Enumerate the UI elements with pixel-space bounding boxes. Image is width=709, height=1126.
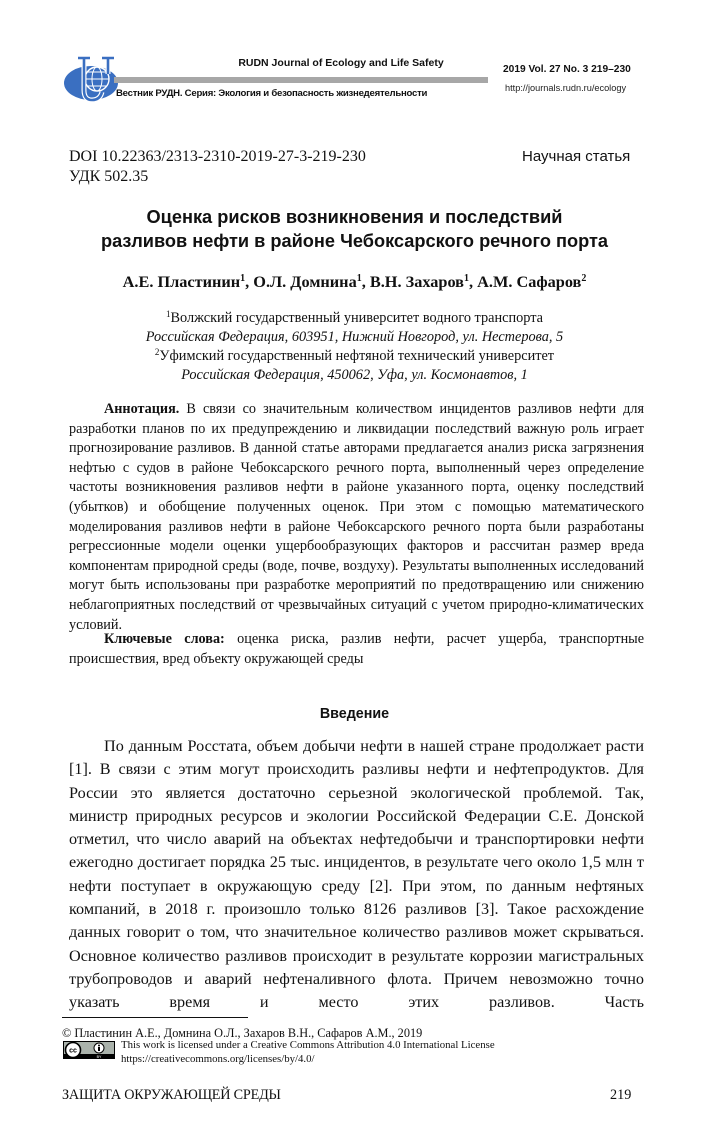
article-type: Научная статья bbox=[522, 148, 631, 165]
affiliation-number: 2 bbox=[154, 347, 160, 357]
keywords-label: Ключевые слова: bbox=[104, 631, 225, 647]
introduction-paragraph: По данным Росстата, объем добычи нефти в нашей стране продолжает расти [1]. В связи с этим могут происходить разливы нефти и нефтепродуктов. Для России это является достаточно серьезной экологической проблемой. Так, министр природных ресурсов и экологии Российской Федерации С.Е. Донской отметил, что число аварий на объектах нефтедобычи и транспортировки нефти ежегодно достигает порядка 25 тыс. инцидентов, в результате чего около 1,5 млн т нефти поступает в окружающую среду [2]. При этом, по данным нефтяных компаний, в 2018 г. произошло только 8126 разливов [3]. Такое расхождение данных говорит о том, что значительное количество разливов может скрываться. Основное количество разливов происходит в результате коррозии магистральных трубопроводов и аварий нефтеналивного флота. Причем невозможно точно указать время и место этих разливов. Часть bbox=[69, 737, 644, 1012]
author-affiliation-marker: 2 bbox=[581, 273, 587, 284]
issue-info: 2019 Vol. 27 No. 3 219–230 bbox=[503, 64, 631, 75]
license-url-link[interactable]: https://creativecommons.org/licenses/by/4.0/ bbox=[121, 1053, 315, 1065]
author-name: О.Л. Домнина bbox=[253, 272, 357, 291]
abstract-text: В связи со значительным количеством инцидентов разливов нефти для разработки планов по их предупреждению и ликвидации последствий важную роль играет прогнозирование разливов. В данной статье авторами предлагается анализ риска загрязнения нефтью с судов в районе Чебоксарского речного порта, выполненный через определение частоты возникновения разливов нефти в районе указанного порта, оценку последствий (убытков) и обобщение полученных оценок. При этом с помощью математического моделирования разливов нефти в районе Чебоксарского речного порта были разработаны регрессионные модели оценки ущербообразующих факторов и рассчитан размер вреда компонентам природной среды (воде, почве, воздуху). Результаты выполненных исследований могут быть использованы при разработке мероприятий по предотвращению или снижению неблагоприятных последствий от чрезвычайных ситуаций с учетом природно-климатических условий. bbox=[69, 401, 644, 633]
journal-title-ru: Вестник РУДН. Серия: Экология и безопасность жизнедеятельности bbox=[116, 88, 428, 99]
title-line-1: Оценка рисков возникновения и последствий bbox=[146, 207, 563, 227]
section-heading-introduction: Введение bbox=[319, 706, 390, 722]
svg-text:BY: BY bbox=[96, 1055, 102, 1059]
affiliation-name: Уфимский государственный нефтяной технический университет bbox=[159, 348, 555, 364]
affiliation-address: Российская Федерация, 450062, Уфа, ул. Космонавтов, 1 bbox=[181, 367, 528, 383]
copyright-notice: © Пластинин А.Е., Домнина О.Л., Захаров В.Н., Сафаров А.М., 2019 bbox=[62, 1026, 423, 1040]
footnote-divider bbox=[62, 1017, 248, 1018]
affiliation-2 bbox=[40, 347, 669, 385]
journal-title-en: RUDN Journal of Ecology and Life Safety bbox=[238, 57, 444, 69]
doi: DOI 10.22363/2313-2310-2019-27-3-219-230 bbox=[69, 148, 366, 165]
introduction-text bbox=[69, 735, 644, 1015]
title-line-2: разливов нефти в районе Чебоксарского речного порта bbox=[100, 231, 608, 251]
affiliation-1 bbox=[40, 309, 669, 347]
author-affiliation-marker: 1 bbox=[463, 273, 469, 284]
svg-text:cc: cc bbox=[69, 1047, 77, 1055]
author-name: А.М. Сафаров bbox=[477, 272, 582, 291]
license-text: This work is licensed under a Creative Commons Attribution 4.0 International License bbox=[121, 1039, 495, 1051]
journal-url-link[interactable]: http://journals.rudn.ru/ecology bbox=[505, 83, 627, 93]
rudn-logo-icon bbox=[62, 52, 120, 106]
keywords bbox=[69, 630, 644, 669]
keywords-text: оценка риска, разлив нефти, расчет ущерба, транспортные происшествия, вред объекту окружающей среды bbox=[69, 631, 644, 667]
affiliation-address: Российская Федерация, 603951, Нижний Новгород, ул. Нестерова, 5 bbox=[145, 329, 564, 345]
affiliation-name: Волжский государственный университет водного транспорта bbox=[170, 310, 543, 326]
abstract bbox=[69, 400, 644, 635]
article-title bbox=[40, 205, 669, 253]
author-name: А.Е. Пластинин bbox=[122, 272, 241, 291]
udk-code: УДК 502.35 bbox=[69, 168, 149, 185]
header-divider-bar bbox=[114, 77, 488, 83]
footer-section-name: ЗАЩИТА ОКРУЖАЮЩЕЙ СРЕДЫ bbox=[62, 1087, 281, 1103]
author-affiliation-marker: 1 bbox=[356, 273, 362, 284]
affiliation-number: 1 bbox=[165, 309, 171, 319]
abstract-label: Аннотация. bbox=[104, 401, 180, 417]
creative-commons-by-icon bbox=[63, 1041, 115, 1059]
page-number: 219 bbox=[610, 1087, 632, 1103]
author-name: В.Н. Захаров bbox=[369, 272, 464, 291]
author-affiliation-marker: 1 bbox=[240, 273, 246, 284]
author-list: А.Е. Пластинин$^1$, О.Л. Домнина$^1$, В.Н. Захаров$^1$, А.М. Сафаров$^2$ bbox=[122, 272, 587, 291]
